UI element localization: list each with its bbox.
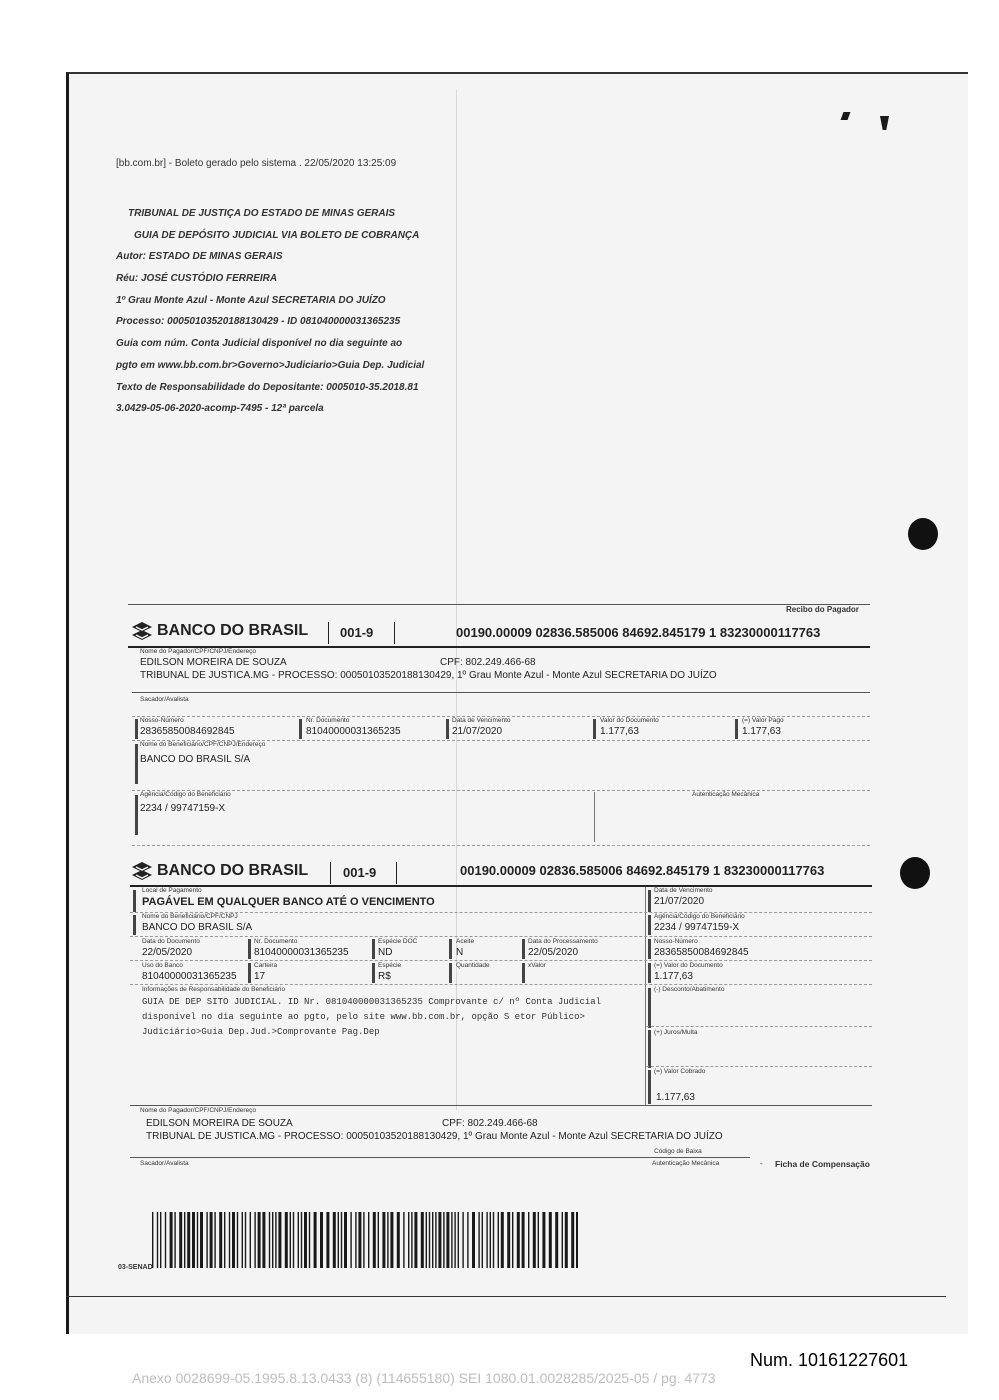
slip-rule bbox=[130, 936, 872, 937]
slip-beneficiario: BANCO DO BRASIL S/A bbox=[142, 922, 253, 933]
receipt-rule bbox=[132, 845, 870, 846]
barcode-bar bbox=[355, 1212, 356, 1268]
slip-local: PAGÁVEL EM QUALQUER BANCO ATÉ O VENCIMENTO bbox=[142, 896, 435, 908]
barcode-bar bbox=[254, 1212, 255, 1268]
barcode-bar bbox=[320, 1212, 323, 1268]
barcode-bar bbox=[250, 1212, 251, 1268]
field-tick bbox=[446, 719, 449, 739]
system-header-line: [bb.com.br] - Boleto gerado pelo sistema . 22/05/2020 13:25:09 bbox=[116, 158, 397, 169]
barcode-bar bbox=[538, 1212, 539, 1268]
barcode-bar bbox=[373, 1212, 376, 1268]
field-tick bbox=[372, 963, 375, 983]
barcode-bar bbox=[184, 1212, 185, 1268]
slip-quantidade-label: Quantidade bbox=[456, 962, 490, 969]
barcode-bar bbox=[549, 1212, 552, 1268]
punch-hole bbox=[908, 518, 938, 550]
barcode-bar bbox=[275, 1212, 276, 1268]
barcode-bar bbox=[390, 1212, 393, 1268]
barcode-bar bbox=[333, 1212, 336, 1268]
barcode-bar bbox=[219, 1212, 222, 1268]
receipt-top-rule bbox=[128, 604, 870, 605]
barcode-bar bbox=[341, 1212, 342, 1268]
field-tick bbox=[648, 1070, 651, 1104]
bank-header-rule bbox=[130, 885, 872, 887]
barcode-bar bbox=[565, 1212, 568, 1268]
barcode-bar bbox=[350, 1212, 351, 1268]
field-tick bbox=[372, 939, 375, 959]
slip-rule bbox=[130, 1157, 750, 1158]
barcode-bar bbox=[229, 1212, 230, 1268]
field-tick bbox=[248, 939, 251, 959]
slip-valor-cobrado: 1.177,63 bbox=[656, 1092, 695, 1103]
bank-code: 001-9 bbox=[343, 865, 377, 880]
grau-line: 1º Grau Monte Azul - Monte Azul SECRETARIA DO JUÍZO bbox=[116, 294, 386, 306]
barcode-bar bbox=[206, 1212, 207, 1268]
barcode-bar bbox=[304, 1212, 307, 1268]
barcode-bar bbox=[472, 1212, 475, 1268]
receipt-beneficiario-label: Nome do Beneficiário/CPF/CNPJ/Endereço bbox=[140, 741, 266, 748]
receipt-agencia: 2234 / 99747159-X bbox=[140, 803, 226, 814]
field-tick bbox=[522, 939, 525, 959]
barcode-bar bbox=[403, 1212, 404, 1268]
slip-data-documento-label: Data do Documento bbox=[142, 938, 200, 945]
barcode-bar bbox=[458, 1212, 459, 1268]
barcode-bar bbox=[278, 1212, 281, 1268]
receipt-nr-documento-label: Nr. Documento bbox=[306, 717, 350, 724]
field-tick bbox=[648, 963, 651, 983]
autor-line: Autor: ESTADO DE MINAS GERAIS bbox=[116, 251, 283, 263]
barcode-bar bbox=[387, 1212, 388, 1268]
barcode-bar bbox=[512, 1212, 513, 1268]
slip-data-processamento: 22/05/2020 bbox=[528, 947, 579, 958]
barcode-bar bbox=[421, 1212, 424, 1268]
slip-data-documento: 22/05/2020 bbox=[142, 947, 193, 958]
slip-info-text: GUIA DE DEP SITO JUDICIAL. ID Nr. 081040000031365235 Comprovante c/ nº Conta Judicial disponível no dia seguinte ao pgto, pelo site www.bb.com.br, opção S etor Público> Judiciário>Guia Dep.Jud.>Comprovante Pag.Dep bbox=[142, 997, 602, 1037]
field-tick bbox=[648, 1030, 651, 1068]
receipt-autenticacao-label: Autenticação Mecânica bbox=[692, 791, 760, 798]
bank-logo-icon bbox=[132, 862, 152, 880]
punch-hole bbox=[900, 857, 930, 889]
barcode-bar bbox=[533, 1212, 536, 1268]
barcode-bar bbox=[237, 1212, 238, 1268]
barcode-bar bbox=[438, 1212, 441, 1268]
field-tick bbox=[593, 719, 596, 739]
barcode-bar bbox=[301, 1212, 302, 1268]
slip-payer-label: Nome do Pagador/CPF/CNPJ/Endereço bbox=[140, 1107, 256, 1114]
receipt-nr-documento: 81040000031365235 bbox=[306, 726, 401, 737]
barcode-bar bbox=[298, 1212, 299, 1268]
bank-name: BANCO DO BRASIL bbox=[157, 862, 309, 880]
barcode-bar bbox=[571, 1212, 574, 1268]
barcode-bar bbox=[490, 1212, 491, 1268]
bank-name: BANCO DO BRASIL bbox=[157, 622, 309, 640]
barcode-bar bbox=[542, 1212, 545, 1268]
barcode-bar bbox=[326, 1212, 329, 1268]
field-tick bbox=[449, 939, 452, 959]
slip-especie: R$ bbox=[378, 971, 391, 982]
barcode-bar bbox=[408, 1212, 409, 1268]
slip-vencimento: 21/07/2020 bbox=[654, 896, 705, 907]
receipt-payer-name: EDILSON MOREIRA DE SOUZA bbox=[140, 657, 287, 668]
barcode-bar bbox=[435, 1212, 436, 1268]
slip-valor-documento: 1.177,63 bbox=[654, 971, 693, 982]
barcode-bar bbox=[528, 1212, 529, 1268]
barcode-bar bbox=[210, 1212, 213, 1268]
barcode-bar bbox=[501, 1212, 504, 1268]
barcode-bar bbox=[562, 1212, 563, 1268]
guide-text-block bbox=[116, 203, 476, 420]
slip-local-label: Local de Pagamento bbox=[142, 887, 202, 894]
slip-sacador-label: Sacador/Avalista bbox=[140, 1160, 189, 1167]
field-tick bbox=[135, 744, 138, 784]
barcode-bar bbox=[576, 1212, 578, 1268]
barcode-bar bbox=[338, 1212, 339, 1268]
receipt-payer-address: TRIBUNAL DE JUSTICA.MG - PROCESSO: 00050103520188130429, 1º Grau Monte Azul - Monte Azul SECRETARIA DO JUÍZO bbox=[140, 670, 717, 681]
slip-especie-label: Espécie bbox=[378, 962, 402, 969]
field-tick bbox=[648, 988, 651, 1028]
receipt-title: Recibo do Pagador bbox=[786, 605, 859, 614]
barcode-bar bbox=[378, 1212, 379, 1268]
barcode-bar bbox=[262, 1212, 265, 1268]
bank-logo bbox=[132, 622, 308, 640]
barcode-bar bbox=[363, 1212, 364, 1268]
barcode-bar bbox=[498, 1212, 499, 1268]
barcode-bar bbox=[290, 1212, 291, 1268]
slip-agencia-label: Agência/Código do Beneficiário bbox=[654, 913, 745, 920]
bank-logo-icon bbox=[132, 622, 152, 640]
barcode-bar bbox=[446, 1212, 449, 1268]
receipt-payer-cpf: CPF: 802.249.466-68 bbox=[440, 657, 536, 668]
slip-rule bbox=[130, 960, 872, 961]
barcode-bar bbox=[467, 1212, 468, 1268]
slip-nosso-numero: 28365850084692845 bbox=[654, 947, 749, 958]
barcode-bar bbox=[414, 1212, 417, 1268]
receipt-valor-documento-label: Valor do Documento bbox=[600, 717, 659, 724]
barcode-bar bbox=[197, 1212, 198, 1268]
guia-line-2: pgto em www.bb.com.br>Governo>Judiciario>Guia Dep. Judicial bbox=[116, 359, 425, 371]
barcode-bar bbox=[411, 1212, 412, 1268]
barcode-bar bbox=[152, 1212, 153, 1268]
barcode-bar bbox=[165, 1212, 166, 1268]
slip-valor-documento-label: (=) Valor do Documento bbox=[654, 962, 723, 969]
bank-divider bbox=[328, 622, 329, 644]
receipt-rule bbox=[132, 692, 870, 693]
guide-title: GUIA DE DEPÓSITO JUDICIAL VIA BOLETO DE COBRANÇA bbox=[134, 229, 420, 241]
slip-payer-address: TRIBUNAL DE JUSTICA.MG - PROCESSO: 00050103520188130429, 1º Grau Monte Azul - Monte Azul SECRETARIA DO JUÍZO bbox=[146, 1131, 723, 1142]
barcode-bar bbox=[157, 1212, 158, 1268]
digitable-line: 00190.00009 02836.585006 84692.845179 1 83230000117763 bbox=[460, 863, 825, 878]
field-tick bbox=[648, 939, 651, 959]
barcode-bar bbox=[285, 1212, 288, 1268]
barcode-bar bbox=[179, 1212, 182, 1268]
receipt-column-divider bbox=[594, 792, 595, 842]
barcode-bar bbox=[368, 1212, 369, 1268]
receipt-nosso-numero-label: Nosso-Número bbox=[140, 717, 184, 724]
receipt-nosso-numero: 28365850084692845 bbox=[140, 726, 235, 737]
barcode-bar bbox=[358, 1212, 361, 1268]
barcode-bar bbox=[507, 1212, 510, 1268]
field-tick bbox=[133, 890, 136, 912]
barcode-bar bbox=[269, 1212, 270, 1268]
texto-line-2: 3.0429-05-06-2020-acomp-7495 - 12ª parcela bbox=[116, 403, 324, 415]
slip-rule bbox=[646, 1066, 872, 1067]
receipt-rule bbox=[132, 790, 870, 791]
barcode-bar bbox=[245, 1212, 246, 1268]
slip-rule bbox=[130, 1105, 872, 1106]
field-tick bbox=[299, 719, 302, 739]
slip-uso-banco: 81040000031365235 bbox=[142, 971, 237, 982]
receipt-valor-pago: 1.177,63 bbox=[742, 726, 781, 737]
barcode-bar bbox=[462, 1212, 463, 1268]
guia-line-1: Guia com núm. Conta Judicial disponível no dia seguinte ao bbox=[116, 338, 403, 350]
barcode-bar bbox=[192, 1212, 195, 1268]
slip-nr-documento-label: Nr. Documento bbox=[254, 938, 298, 945]
slip-nr-documento: 81040000031365235 bbox=[254, 947, 349, 958]
field-tick bbox=[735, 719, 738, 739]
field-tick bbox=[648, 915, 651, 935]
slip-especie-doc-label: Espécie DOC bbox=[378, 938, 418, 945]
slip-rule bbox=[130, 984, 872, 985]
barcode-bar bbox=[454, 1212, 455, 1268]
slip-juros-label: (+) Juros/Multa bbox=[654, 1029, 698, 1036]
barcode-bar bbox=[293, 1212, 294, 1268]
slip-info-label: Informações de Responsabilidade do Beneficiário bbox=[142, 986, 286, 993]
slip-carteira-label: Carteira bbox=[254, 962, 278, 969]
bank-divider bbox=[396, 862, 397, 884]
barcode-bar bbox=[451, 1212, 452, 1268]
barcode-bar bbox=[426, 1212, 427, 1268]
slip-autenticacao-label: Autenticação Mecânica bbox=[652, 1160, 720, 1167]
dash-separator: - bbox=[760, 1159, 763, 1168]
barcode-bar bbox=[258, 1212, 261, 1268]
receipt-beneficiario: BANCO DO BRASIL S/A bbox=[140, 754, 251, 765]
barcode-bar bbox=[493, 1212, 494, 1268]
field-tick bbox=[522, 963, 525, 983]
bank-code: 001-9 bbox=[340, 625, 374, 640]
document-number: Num. 10161227601 bbox=[750, 1350, 909, 1370]
slip-valor-cobrado-label: (=) Valor Cobrado bbox=[654, 1068, 706, 1075]
receipt-payer-label: Nome do Pagador/CPF/CNPJ/Endereço bbox=[140, 648, 256, 655]
barcode-bar bbox=[214, 1212, 215, 1268]
processo-line: Processo: 00050103520188130429 - ID 081040000031365235 bbox=[116, 316, 401, 328]
barcode-bar bbox=[429, 1212, 430, 1268]
barcode-bar bbox=[482, 1212, 483, 1268]
field-tick bbox=[133, 915, 136, 935]
receipt-sacador-label: Sacador/Avalista bbox=[140, 696, 189, 703]
barcode-bar bbox=[443, 1212, 444, 1268]
receipt-valor-documento: 1.177,63 bbox=[600, 726, 639, 737]
slip-aceite-label: Aceite bbox=[456, 938, 475, 945]
field-tick bbox=[648, 890, 651, 912]
digitable-line: 00190.00009 02836.585006 84692.845179 1 83230000117763 bbox=[456, 625, 821, 640]
slip-desconto-label: (-) Desconto/Abatimento bbox=[654, 986, 725, 993]
page-bottom-rule bbox=[66, 1296, 946, 1297]
slip-codigo-baixa-label: Código de Baixa bbox=[654, 1148, 702, 1155]
barcode-bar bbox=[522, 1212, 525, 1268]
slip-payer-name: EDILSON MOREIRA DE SOUZA bbox=[146, 1118, 293, 1129]
field-tick bbox=[135, 719, 138, 739]
barcode-bar bbox=[200, 1212, 203, 1268]
bank-divider bbox=[394, 622, 395, 644]
slip-uso-banco-label: Uso do Banco bbox=[142, 962, 183, 969]
barcode-bar bbox=[272, 1212, 273, 1268]
barcode-bar bbox=[232, 1212, 235, 1268]
field-tick bbox=[449, 963, 452, 983]
slip-rule bbox=[130, 912, 872, 913]
barcode-bar bbox=[170, 1212, 173, 1268]
receipt-valor-pago-label: (=) Valor Pago bbox=[742, 717, 784, 724]
barcode-bar bbox=[432, 1212, 433, 1268]
barcode bbox=[152, 1212, 578, 1268]
barcode-bar bbox=[382, 1212, 385, 1268]
barcode-bar bbox=[517, 1212, 520, 1268]
barcode-bar bbox=[314, 1212, 317, 1268]
barcode-bar bbox=[344, 1212, 347, 1268]
receipt-vencimento: 21/07/2020 bbox=[452, 726, 503, 737]
barcode-bar bbox=[224, 1212, 225, 1268]
tribunal-heading: TRIBUNAL DE JUSTIÇA DO ESTADO DE MINAS GERAIS bbox=[128, 208, 396, 219]
senad-label: 03-SENAD bbox=[118, 1264, 153, 1271]
slip-data-processamento-label: Data do Processamento bbox=[528, 938, 598, 945]
slip-xvalor-label: xValor bbox=[528, 962, 546, 969]
slip-agencia: 2234 / 99747159-X bbox=[654, 922, 740, 933]
slip-payer-cpf: CPF: 802.249.466-68 bbox=[442, 1118, 538, 1129]
slip-ficha-label: Ficha de Compensação bbox=[775, 1159, 870, 1169]
barcode-bar bbox=[486, 1212, 487, 1268]
texto-line-1: Texto de Responsabilidade do Depositante: 0005010-35.2018.81 bbox=[116, 381, 419, 393]
slip-nosso-numero-label: Nosso-Número bbox=[654, 938, 698, 945]
bank-divider bbox=[330, 862, 331, 884]
slip-rule bbox=[646, 1026, 872, 1027]
barcode-bar bbox=[309, 1212, 310, 1268]
receipt-vencimento-label: Data de Vencimento bbox=[452, 717, 511, 724]
field-tick bbox=[135, 795, 138, 835]
footer-reference: Anexo 0028699-05.1995.8.13.0433 (8) (114655180) SEI 1080.01.0028285/2025-05 / pg. 4773 bbox=[132, 1370, 716, 1386]
barcode-bar bbox=[478, 1212, 479, 1268]
barcode-bar bbox=[160, 1212, 161, 1268]
field-tick bbox=[248, 963, 251, 983]
receipt-agencia-label: Agência/Código do Beneficiário bbox=[140, 791, 231, 798]
barcode-bar bbox=[242, 1212, 243, 1268]
barcode-bar bbox=[397, 1212, 400, 1268]
barcode-bar bbox=[174, 1212, 175, 1268]
reu-line: Réu: JOSÉ CUSTÓDIO FERREIRA bbox=[116, 273, 278, 285]
barcode-bar bbox=[555, 1212, 558, 1268]
bank-logo bbox=[132, 862, 308, 880]
slip-aceite: N bbox=[456, 947, 464, 958]
slip-vencimento-label: Data de Vencimento bbox=[654, 887, 713, 894]
slip-beneficiario-label: Nome do Beneficiário/CPF/CNPJ bbox=[142, 913, 238, 920]
slip-carteira: 17 bbox=[254, 971, 266, 982]
barcode-bar bbox=[187, 1212, 190, 1268]
slip-especie-doc: ND bbox=[378, 947, 393, 958]
